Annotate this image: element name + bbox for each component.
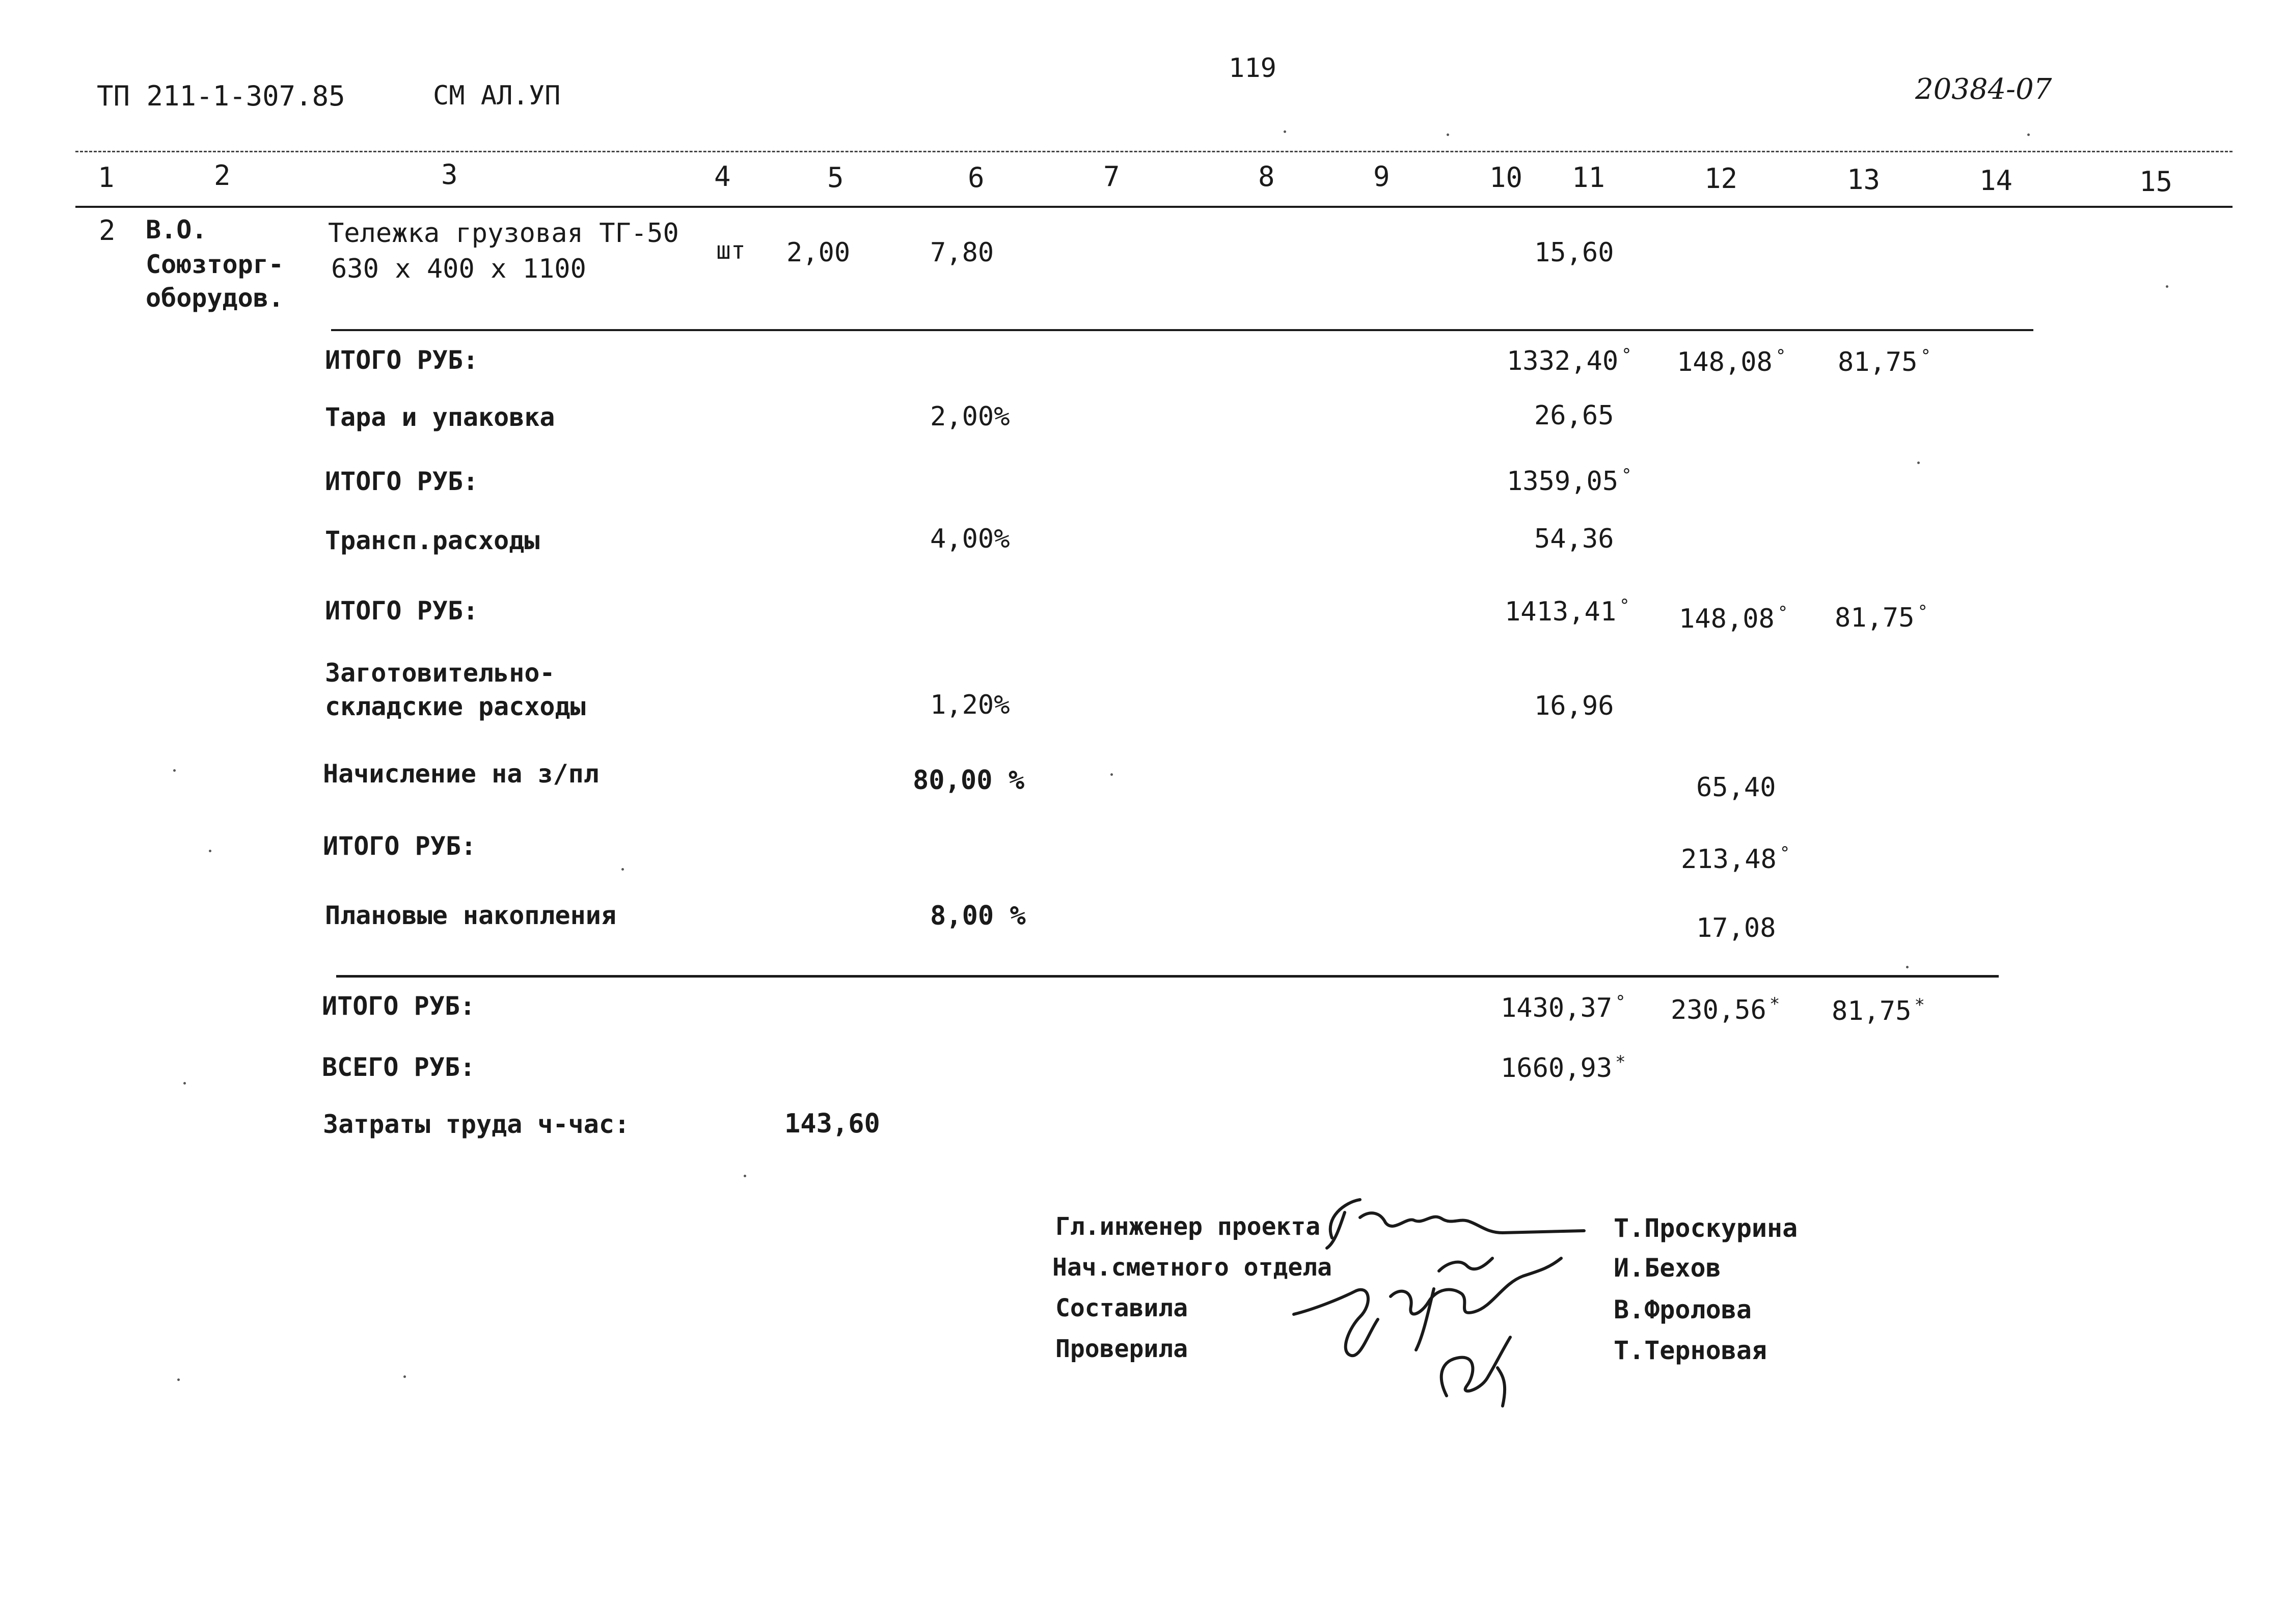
scan-speck — [403, 1375, 406, 1378]
item-total: 15,60 — [1534, 237, 1614, 268]
page-number: 119 — [1229, 53, 1276, 84]
itogo-2-c10: 1359,05 ° — [1507, 465, 1632, 497]
itogo-4-c12: 213,48 ° — [1681, 843, 1790, 875]
scan-speck — [1906, 966, 1909, 968]
itogo-1-c13: 81,75 ° — [1838, 346, 1931, 377]
signature-name-3: В.Фролова — [1614, 1295, 1752, 1324]
vsego-label: ВСЕГО РУБ: — [322, 1052, 476, 1082]
handwritten-signatures — [1284, 1182, 1599, 1416]
item-section-rule — [331, 329, 2033, 331]
transport-pct: 4,00% — [930, 524, 1010, 554]
item-unit: шт — [716, 236, 746, 265]
item-supplier-line-3: оборудов. — [146, 283, 284, 313]
col-8: 8 — [1258, 160, 1275, 193]
signature-name-1: Т.Проскурина — [1614, 1213, 1798, 1243]
signature-name-4: Т.Терновая — [1614, 1336, 1767, 1365]
labor-label: Затраты труда ч-час: — [323, 1109, 630, 1139]
col-15: 15 — [2139, 166, 2173, 198]
transport-label: Трансп.расходы — [325, 526, 540, 555]
itogo-4-label: ИТОГО РУБ: — [323, 831, 477, 861]
itogo-final-c10: 1430,37 ° — [1501, 992, 1626, 1023]
item-supplier-line-2: Союзторг- — [146, 250, 284, 279]
packaging-c10: 26,65 — [1534, 400, 1614, 431]
archive-number: 20384-07 — [1915, 73, 2052, 106]
packaging-pct: 2,00% — [930, 401, 1010, 432]
itogo-3-label: ИТОГО РУБ: — [325, 596, 479, 626]
item-price: 7,80 — [930, 237, 994, 268]
planned-savings-c12: 17,08 — [1696, 913, 1776, 943]
item-supplier-line-1: В.О. — [146, 215, 207, 245]
signature-name-2: И.Бехов — [1614, 1253, 1721, 1283]
item-name-line-2: 630 х 400 х 1100 — [331, 254, 586, 284]
col-11: 11 — [1572, 161, 1605, 194]
signature-role-1: Гл.инженер проекта — [1055, 1212, 1321, 1241]
col-5: 5 — [827, 161, 844, 194]
vsego-c10: 1660,93 * — [1501, 1052, 1626, 1084]
col-14: 14 — [1979, 165, 2013, 197]
itogo-3-c12: 148,08 ° — [1679, 603, 1788, 634]
itogo-1-c12: 148,08 ° — [1677, 346, 1786, 377]
scan-speck — [744, 1175, 746, 1177]
procurement-pct: 1,20% — [930, 690, 1010, 720]
col-3: 3 — [441, 158, 458, 191]
scan-speck — [209, 850, 211, 852]
signature-role-2: Нач.сметного отдела — [1052, 1253, 1332, 1282]
scan-speck — [1284, 130, 1286, 133]
col-4: 4 — [714, 160, 731, 193]
col-2: 2 — [214, 159, 231, 192]
col-12: 12 — [1704, 163, 1738, 195]
scan-speck — [177, 1378, 180, 1381]
scan-speck — [1917, 462, 1920, 464]
transport-c10: 54,36 — [1534, 524, 1614, 554]
col-7: 7 — [1103, 160, 1120, 193]
planned-savings-label: Плановые накопления — [325, 901, 616, 930]
itogo-1-c10: 1332,40 ° — [1507, 345, 1632, 376]
packaging-label: Тара и упаковка — [325, 402, 555, 432]
totals-rule — [336, 975, 1999, 978]
item-name-line-1: Тележка грузовая ТГ-50 — [328, 218, 679, 249]
planned-savings-pct: 8,00 % — [930, 901, 1026, 931]
scan-speck — [2166, 285, 2168, 288]
procurement-label-line-2: складские расходы — [325, 692, 586, 721]
header-bottom-rule — [75, 206, 2233, 208]
labor-value: 143,60 — [784, 1108, 880, 1139]
payroll-accrual-label: Начисление на з/пл — [323, 759, 599, 789]
scan-speck — [173, 769, 176, 772]
col-6: 6 — [968, 161, 985, 194]
signature-role-3: Составила — [1055, 1294, 1188, 1322]
payroll-accrual-pct: 80,00 % — [913, 765, 1025, 796]
procurement-label-line-1: Заготовительно- — [325, 658, 555, 688]
item-number: 2 — [99, 214, 116, 247]
signature-role-4: Проверила — [1055, 1335, 1188, 1363]
col-1: 1 — [98, 161, 115, 194]
itogo-3-c13: 81,75 ° — [1835, 602, 1928, 633]
col-10: 10 — [1489, 161, 1523, 194]
col-9: 9 — [1373, 160, 1390, 193]
itogo-3-c10: 1413,41 ° — [1505, 596, 1630, 627]
item-qty: 2,00 — [786, 237, 851, 268]
itogo-final-c12: 230,56 * — [1671, 994, 1780, 1025]
scan-speck — [1447, 133, 1449, 136]
scan-speck — [183, 1082, 186, 1085]
scan-speck — [621, 868, 624, 871]
procurement-c10: 16,96 — [1534, 691, 1614, 721]
col-13: 13 — [1847, 164, 1881, 196]
itogo-2-label: ИТОГО РУБ: — [325, 467, 479, 496]
section-code: СМ АЛ.УП — [433, 80, 561, 111]
itogo-final-label: ИТОГО РУБ: — [322, 991, 476, 1021]
payroll-accrual-c12: 65,40 — [1696, 772, 1776, 803]
doc-code: ТП 211-1-307.85 — [97, 80, 345, 112]
scan-speck — [1110, 773, 1113, 776]
scan-speck — [2027, 133, 2030, 136]
itogo-1-label: ИТОГО РУБ: — [325, 345, 479, 375]
header-top-rule — [75, 151, 2233, 152]
itogo-final-c13: 81,75 * — [1832, 995, 1925, 1026]
